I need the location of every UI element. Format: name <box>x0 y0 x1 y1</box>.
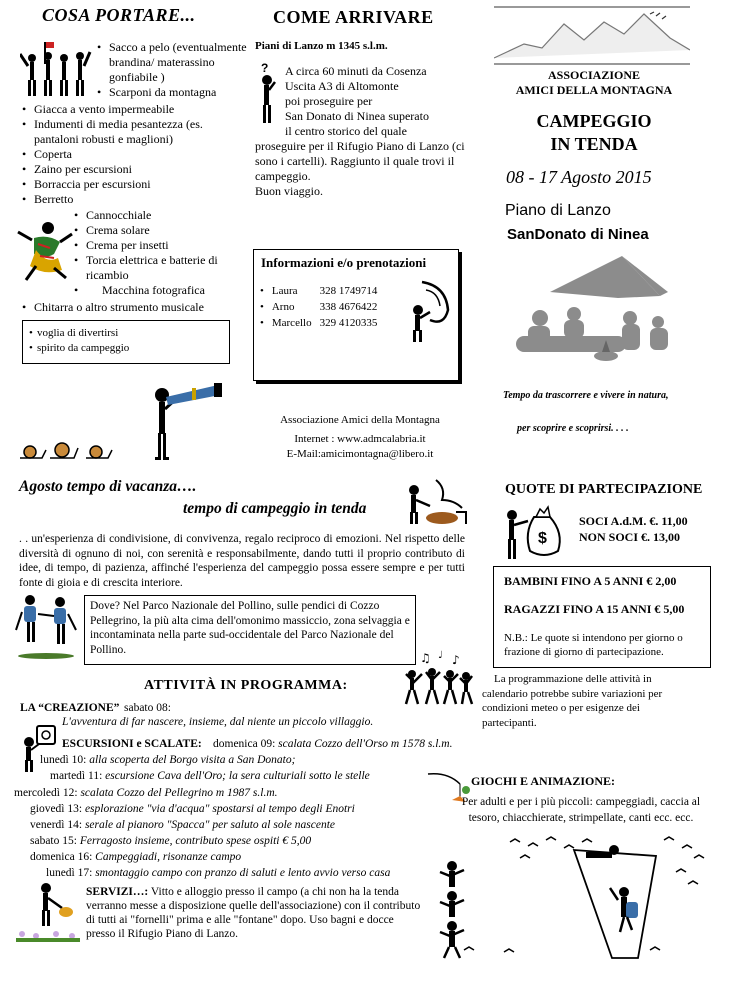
table-row: • Laura 328 1749714 <box>256 283 381 299</box>
creazione-label: LA “CREAZIONE” <box>20 702 120 714</box>
direction-line: poi proseguire per <box>285 94 373 108</box>
event-line: CAMPEGGIO <box>536 111 652 131</box>
sign-person-icon <box>19 724 59 774</box>
day-row <box>46 867 390 879</box>
svg-text:♪: ♪ <box>452 653 460 667</box>
email-link[interactable]: E-Mail:amicimontagna@libero.it <box>286 448 434 460</box>
day-row <box>30 819 335 831</box>
quote-note: La programmazione delle attività in calendario potrebbe subire variazioni per condizioni meteo o per esigenze dei partecipanti. <box>482 673 663 729</box>
quote-non-soci: NON SOCI €. 13,00 <box>579 530 681 544</box>
climbers-scene-icon <box>424 832 720 962</box>
cosa-portare-list-end <box>22 300 252 315</box>
direction-line: Uscita A3 di Altomonte <box>285 79 399 93</box>
day-row <box>30 803 355 815</box>
day-activity: escursione Cava dell'Oro; la sera culturiali sotto le stelle <box>105 770 370 782</box>
list-item: • Cannocchiale <box>74 208 244 223</box>
giochi-title: GIOCHI E ANIMAZIONE: <box>471 774 616 788</box>
association-footer <box>255 413 465 462</box>
day-label: domenica 16: <box>30 851 93 863</box>
creazione-text: L'avventura di far nascere, insieme, dal niente un piccolo villaggio. <box>62 716 374 728</box>
day-label: domenica 09: <box>213 738 276 750</box>
closing-text: Buon viaggio. <box>255 184 323 198</box>
day-activity: esplorazione "via d'acqua" spostarsi al tempo degli Enotri <box>84 803 355 815</box>
event-dates: 08 - 17 Agosto 2015 <box>506 167 652 187</box>
phone-person-icon <box>404 280 454 344</box>
list-item: • Borraccia per escursioni <box>22 177 242 192</box>
contact-name: Arno <box>271 301 295 313</box>
contact-name: Laura <box>271 285 298 297</box>
spirit-box <box>22 320 230 364</box>
money-bag-icon <box>504 503 566 563</box>
day-activity: Ferragosto insieme, contributo spese ospiti € 5,00 <box>79 835 312 847</box>
agosto-title-2: tempo di campeggio in tenda <box>183 500 367 517</box>
table-row: • Marcello 329 4120335 <box>256 315 381 331</box>
creazione-day: sabato 08: <box>124 702 171 714</box>
telescope-person-icon <box>148 383 228 463</box>
list-item: • Coperta <box>22 147 242 162</box>
day-label: lunedì 10: <box>40 754 87 766</box>
music-dancers-icon <box>404 650 474 706</box>
flowers-person-icon <box>16 882 82 946</box>
contacts-table <box>256 283 381 331</box>
list-item: • voglia di divertirsi <box>29 326 229 341</box>
list-item: • spirito da campeggio <box>29 341 229 356</box>
quote-ragazzi: RAGAZZI FINO A 15 ANNI € 5,00 <box>504 602 685 616</box>
agosto-paragraph: . . un'esperienza di condivisione, di convivenza, regalo reciproco di emozioni. Nel rispetto delle diversità di ognuno di noi, con serenità e responsabilmente, dando tutti il proprio contributo di idee, di tempo, di pazienza, affinché l'esperienza del campeggio possa essere sempre e per tutti fonte di gioia e di crescita interiore. <box>19 533 465 589</box>
contact-phone: 329 4120335 <box>319 317 378 329</box>
list-item: • Berretto <box>22 192 242 207</box>
potter-icon <box>408 478 472 526</box>
day-row <box>14 787 278 799</box>
quote-title: QUOTE DI PARTECIPAZIONE <box>505 482 703 497</box>
cosa-portare-list-top <box>97 40 247 100</box>
quote-nb: N.B.: Le quote si intendono per giorno o frazione di giorno di partecipazione. <box>504 632 683 658</box>
giochi-text: Per adulti e per i più piccoli: campeggiadi, caccia al tesoro, chiacchierate, strimpellate, canti ecc. ecc. <box>461 796 701 824</box>
tagline-2: per scoprire e scoprirsi. . . . <box>517 423 629 434</box>
hikers-icon <box>14 594 78 660</box>
day-label: mercoledì 12: <box>14 787 78 799</box>
servizi-text: Vitto e alloggio presso il campo (a chi non ha la tenda verranno messe a disposizione quelle dell'associazione) con il contributo di tutti ai "fornelli" prima e alle "fontane" dopo. Uso bagni e docce presso il Rifugio Piano di Lanzo. <box>86 886 421 940</box>
day-activity: serale al pianoro "Spacca" per saluto al sole nascente <box>84 819 335 831</box>
place-name: Piano di Lanzo <box>505 202 611 219</box>
day-activity: smontaggio campo con pranzo di saluti e lento avvio verso casa <box>95 867 391 879</box>
assoc-line: AMICI DELLA MONTAGNA <box>515 83 673 97</box>
assoc-line: ASSOCIAZIONE <box>547 68 641 82</box>
mountains-icon <box>494 10 690 60</box>
tagline-1: Tempo da trascorrere e vivere in natura, <box>503 390 669 401</box>
servizi-label: SERVIZI…: <box>86 886 149 898</box>
place-subname: SanDonato di Ninea <box>507 226 649 243</box>
list-item: • Giacca a vento impermeabile <box>22 102 242 117</box>
day-activity: alla scoperta del Borgo visita a San Donato; <box>89 754 296 766</box>
direction-paragraph: proseguire per il Rifugio Piano di Lanzo (ci sono i cartelli). Raggiunto il quale trovi il campeggio. <box>255 139 465 183</box>
contact-phone: 338 4676422 <box>319 301 378 313</box>
header-frame <box>494 6 690 65</box>
dove-text: Dove? Nel Parco Nazionale del Pollino, sulle pendici di Cozzo Pellegrino, la più alta cima dell'omonimo massiccio, zona selvaggia e incontaminata nella parte sud-occidentale del Parco Nazionale del Pollino. <box>90 600 410 656</box>
altitude-text: Piani di Lanzo m 1345 s.l.m. <box>255 40 388 52</box>
svg-text:$: $ <box>538 530 547 547</box>
day-label: martedì 11: <box>50 770 103 782</box>
day-activity: scalata Cozzo dell'Orso m 1578 s.l.m. <box>278 738 453 750</box>
svg-text:♩: ♩ <box>438 650 443 661</box>
cosa-portare-list-main <box>22 102 242 207</box>
direction-line: San Donato di Ninea superato <box>285 109 429 123</box>
list-item: • Torcia elettrica e batterie di ricambio <box>74 253 244 283</box>
list-item: • Scarponi da montagna <box>97 85 247 100</box>
thinking-person-icon <box>255 62 283 126</box>
event-title <box>494 110 694 156</box>
servizi-block <box>86 885 426 941</box>
day-activity: scalata Cozzo del Pellegrino m 1987 s.l.m. <box>80 787 278 799</box>
day-row <box>40 754 295 766</box>
list-item: • Chitarra o altro strumento musicale <box>22 300 252 315</box>
quote-soci: SOCI A.d.M. €. 11,00 <box>579 514 688 528</box>
svg-text:?: ? <box>261 62 269 75</box>
day-row <box>30 851 241 863</box>
svg-text:♫: ♫ <box>420 651 431 665</box>
quote-bambini: BAMBINI FINO A 5 ANNI € 2,00 <box>504 574 677 588</box>
list-item: • Sacco a pelo (eventualmente brandina/ materassino gonfiabile ) <box>97 40 247 85</box>
day-label: lunedì 17: <box>46 867 93 879</box>
quote-box <box>493 566 711 668</box>
list-item: • Macchina fotografica <box>74 283 244 298</box>
info-box <box>253 249 459 381</box>
direction-line: il centro storico del quale <box>285 124 407 138</box>
day-activity: Campeggiadi, risonanze campo <box>95 851 242 863</box>
come-arrivare-title: COME ARRIVARE <box>273 7 434 27</box>
internet-link[interactable]: Internet : www.admcalabria.it <box>294 433 426 445</box>
day-label: sabato 15: <box>30 835 77 847</box>
snails-icon <box>18 436 118 462</box>
day-label: venerdì 14: <box>30 819 83 831</box>
come-arrivare-lines <box>285 64 455 139</box>
group-people-icon <box>20 40 92 98</box>
direction-line: A circa 60 minuti da Cosenza <box>285 64 427 78</box>
day-row <box>213 738 453 750</box>
contact-name: Marcello <box>271 317 312 329</box>
event-line: IN TENDA <box>550 134 638 154</box>
camping-scene-icon <box>510 252 690 374</box>
attivita-title: ATTIVITÀ IN PROGRAMMA: <box>144 678 348 693</box>
association-title <box>494 68 694 98</box>
day-label: giovedì 13: <box>30 803 83 815</box>
come-arrivare-text <box>255 139 465 199</box>
escursioni-label: ESCURSIONI e SCALATE: <box>62 738 202 750</box>
cosa-portare-title: COSA PORTARE... <box>42 5 196 25</box>
table-row: • Arno 338 4676422 <box>256 299 381 315</box>
list-item: • Indumenti di media pesantezza (es. pantaloni robusti e maglioni) <box>22 117 242 147</box>
list-item: • Crema solare <box>74 223 244 238</box>
list-item: • Crema per insetti <box>74 238 244 253</box>
dancer-icon <box>14 220 74 282</box>
info-title: Informazioni e/o prenotazioni <box>261 255 427 270</box>
association-name: Associazione Amici della Montagna <box>280 414 440 426</box>
list-item: • Zaino per escursioni <box>22 162 242 177</box>
contact-phone: 328 1749714 <box>319 285 378 297</box>
agosto-title-1: Agosto tempo di vacanza…. <box>19 478 197 495</box>
dove-box <box>84 595 416 665</box>
cosa-portare-list-mid <box>74 208 244 298</box>
day-row <box>30 835 311 847</box>
day-row <box>50 770 370 782</box>
